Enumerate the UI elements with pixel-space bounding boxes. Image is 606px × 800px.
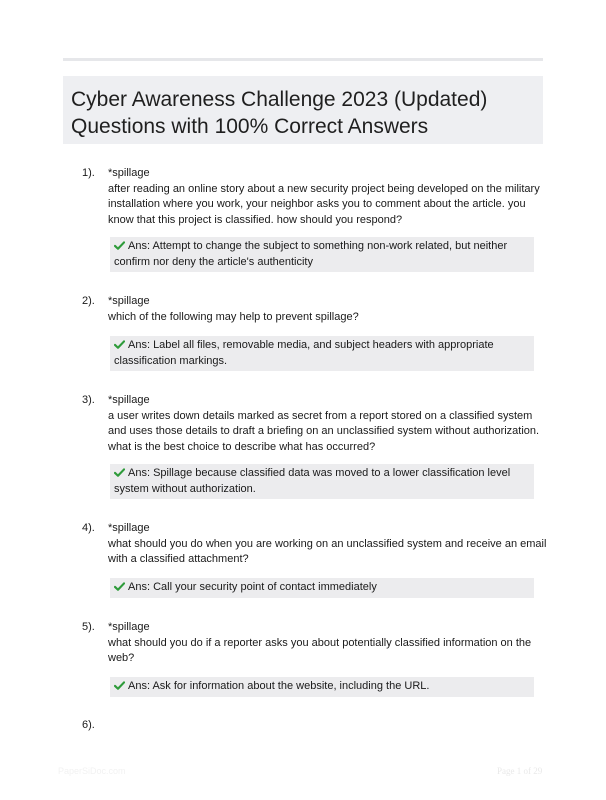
answer-box [110,464,534,499]
question-number: 1). [82,167,95,179]
question-text-line: after reading an online story about a new security project being developed on the military [108,182,540,195]
answer-text: Ans: Label all files, removable media, and subject headers with appropriate [128,339,494,351]
question-text-line: with a classified attachment? [108,553,249,565]
answer-line [114,354,530,370]
question-text-line: a user writes down details marked as secret from a report stored on a classified system [108,409,533,422]
question-category: *spillage [108,167,150,179]
question-text-line: what is the best choice to describe what has occurred? [108,440,376,453]
question-category: *spillage [108,522,150,534]
answer-text: Ans: Ask for information about the website, including the URL. [128,680,430,692]
question-text-line: know that this project is classified. how should you respond? [108,213,403,226]
answer-line [114,338,530,354]
answer-text: system without authorization. [114,482,256,495]
answer-text: Ans: Spillage because classified data was moved to a lower classification level [128,467,511,479]
title-line-2: Questions with 100% Correct Answers [71,115,429,138]
answer-box [110,336,534,371]
question-number: 6). [82,719,95,731]
question-body [108,294,542,325]
question-number: 3). [82,394,95,406]
answer-text: classification markings. [114,354,228,367]
question-text-line: installation where you work, your neighbor asks you to comment about the article. you [108,198,526,210]
answer-box [110,237,534,272]
answer-text: Ans: Attempt to change the subject to something non-work related, but neither [128,240,508,252]
answer-line [114,482,530,498]
question-text-line: which of the following may help to prevent spillage? [108,310,359,323]
answer-text: confirm nor deny the article's authenticity [114,255,313,268]
checkmark-icon [114,582,125,591]
question-number: 5). [82,621,95,633]
answer-line [114,239,530,255]
checkmark-icon [114,340,125,349]
title-line-1: Cyber Awareness Challenge 2023 (Updated) [71,88,488,111]
question-body [108,620,542,667]
question-number: 4). [82,522,95,534]
question-text-line: what should you do if a reporter asks you about potentially classified information on the [108,636,532,649]
question-text-line: and uses those details to draft a briefing on an unclassified system without authorization. [108,425,540,437]
page-number: Page 1 of 29 [497,766,543,776]
checkmark-icon [114,681,125,690]
answer-box [110,578,534,598]
answer-line [114,580,530,596]
answer-text: Ans: Call your security point of contact immediately [128,581,377,593]
checkmark-icon [114,468,125,477]
answer-line [114,679,530,695]
question-category: *spillage [108,621,150,633]
footer-watermark: PaperSiDoc.com [58,766,126,776]
question-body [108,521,547,568]
question-category: *spillage [108,295,150,307]
question-category: *spillage [108,394,150,406]
question-text-line: what should you do when you are working on an unclassified system and receive an email [108,537,547,550]
answer-line [114,466,530,482]
document-title [63,76,543,144]
answer-box [110,677,534,697]
checkmark-icon [114,241,125,250]
question-number: 2). [82,295,95,307]
answer-line [114,255,530,271]
question-text-line: web? [108,652,135,664]
question-body [108,166,542,228]
top-divider [63,58,543,61]
question-body [108,393,542,455]
